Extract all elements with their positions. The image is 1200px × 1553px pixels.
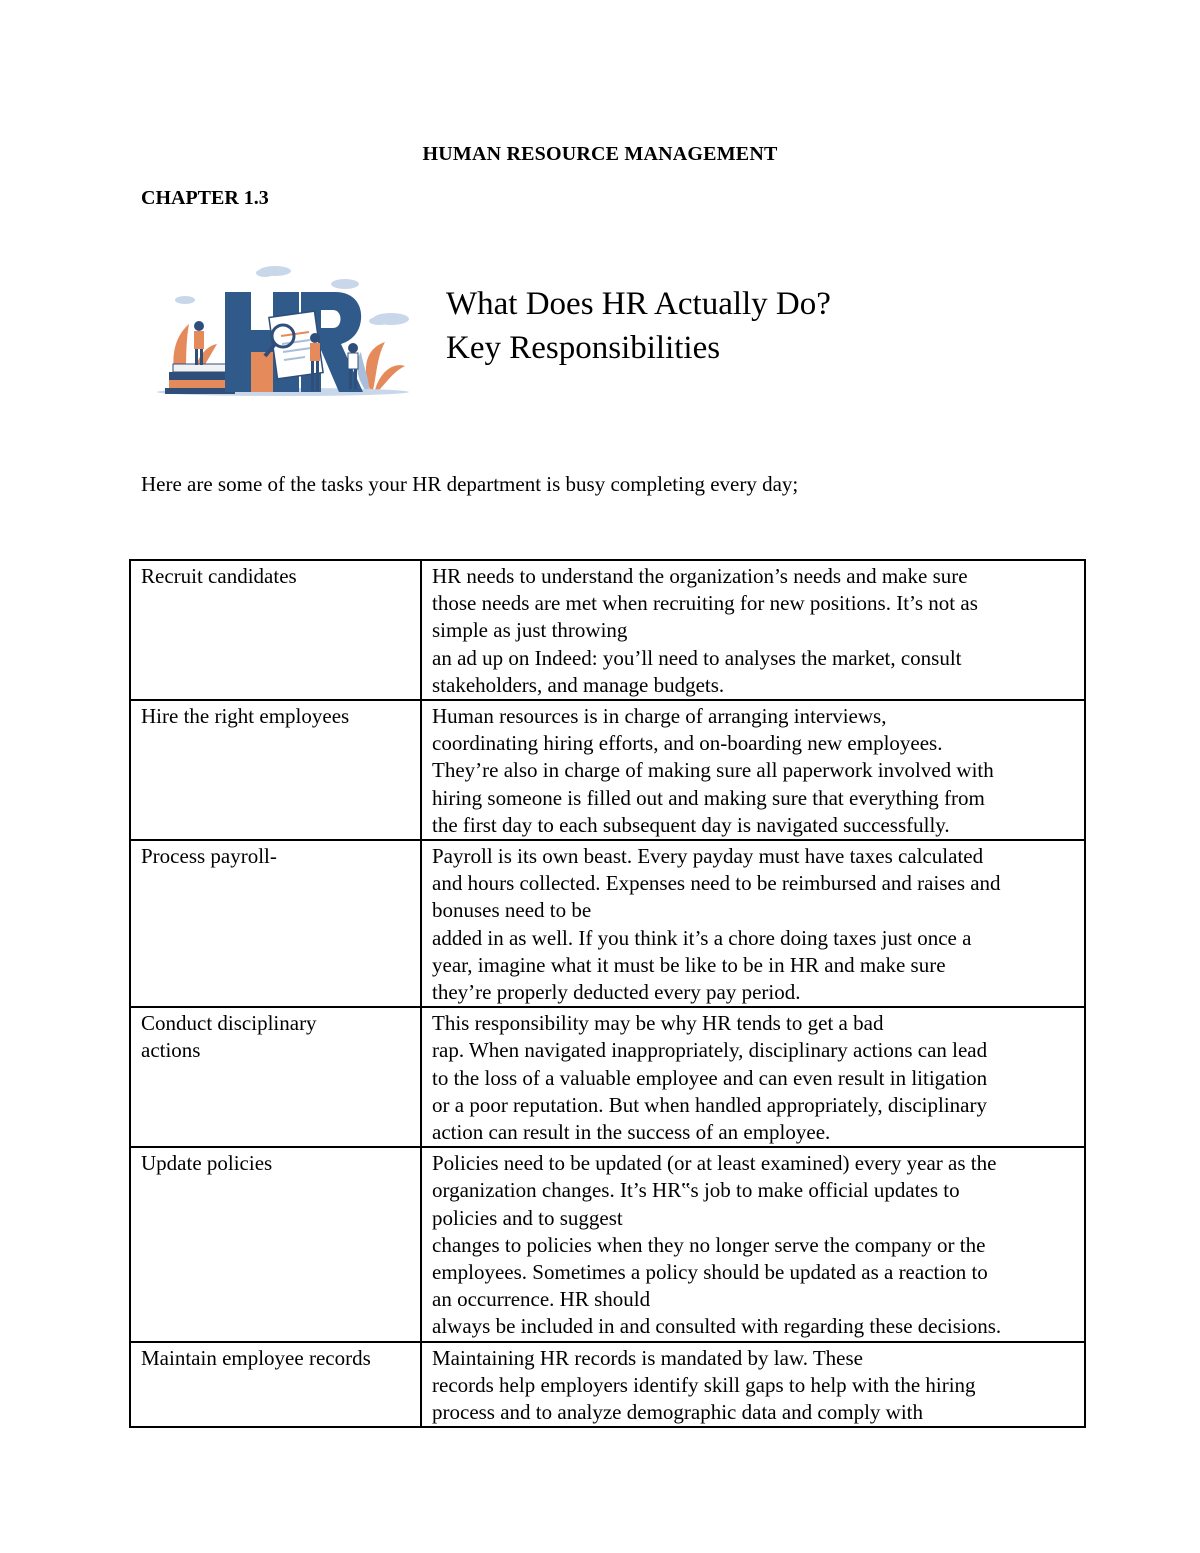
description-line: those needs are met when recruiting for new positions. It’s not as bbox=[432, 591, 978, 616]
table-row bbox=[130, 840, 1085, 1007]
description-line: changes to policies when they no longer serve the company or the bbox=[432, 1232, 986, 1257]
task-cell bbox=[130, 840, 421, 1007]
description-cell bbox=[421, 700, 1085, 840]
task-line: Recruit candidates bbox=[141, 564, 297, 588]
description-line: simple as just throwing bbox=[432, 618, 628, 643]
description-line: organization changes. It’s HR‟s job to make official updates to bbox=[432, 1178, 960, 1203]
document-title: HUMAN RESOURCE MANAGEMENT bbox=[422, 143, 778, 165]
description-line: the first day to each subsequent day is navigated successfully. bbox=[432, 812, 950, 837]
description-line: coordinating hiring efforts, and on-boarding new employees. bbox=[432, 731, 943, 756]
task-line: Process payroll- bbox=[141, 844, 277, 869]
description-line: HR needs to understand the organization’s needs and make sure bbox=[432, 564, 968, 588]
hero-heading bbox=[446, 282, 831, 370]
description-line: they’re properly deducted every pay period. bbox=[432, 980, 801, 1005]
description-cell bbox=[421, 840, 1085, 1007]
task-cell bbox=[130, 1147, 421, 1341]
task-line: Maintain employee records bbox=[141, 1345, 371, 1370]
description-line: added in as well. If you think it’s a chore doing taxes just once a bbox=[432, 925, 972, 950]
description-line: action can result in the success of an employee. bbox=[432, 1120, 831, 1145]
description-line: employees. Sometimes a policy should be updated as a reaction to bbox=[432, 1260, 988, 1285]
description-line: bonuses need to be bbox=[432, 898, 592, 923]
description-line: an occurrence. HR should bbox=[432, 1287, 651, 1312]
responsibilities-table bbox=[129, 559, 1086, 1428]
description-line: an ad up on Indeed: you’ll need to analyses the market, consult bbox=[432, 645, 962, 670]
task-line: Conduct disciplinary bbox=[141, 1011, 317, 1036]
description-line: stakeholders, and manage budgets. bbox=[432, 672, 725, 697]
description-line: rap. When navigated inappropriately, disciplinary actions can lead bbox=[432, 1038, 988, 1063]
table-row bbox=[130, 1342, 1085, 1428]
description-line: and hours collected. Expenses need to be reimbursed and raises and bbox=[432, 871, 1001, 896]
description-line: policies and to suggest bbox=[432, 1205, 623, 1230]
description-line: or a poor reputation. But when handled appropriately, disciplinary bbox=[432, 1092, 987, 1117]
description-line: Policies need to be updated (or at least examined) every year as the bbox=[432, 1151, 997, 1176]
description-line: hiring someone is filled out and making sure that everything from bbox=[432, 785, 985, 810]
table-row bbox=[130, 1147, 1085, 1341]
description-cell bbox=[421, 1342, 1085, 1428]
description-cell bbox=[421, 1147, 1085, 1341]
description-line: process and to analyze demographic data and comply with bbox=[432, 1400, 923, 1425]
description-line: Payroll is its own beast. Every payday must have taxes calculated bbox=[432, 844, 984, 869]
description-cell bbox=[421, 560, 1085, 700]
description-cell bbox=[421, 1007, 1085, 1147]
hr-people-illustration-icon bbox=[155, 262, 413, 398]
description-line: They’re also in charge of making sure all paperwork involved with bbox=[432, 758, 994, 783]
task-line: actions bbox=[141, 1038, 201, 1063]
task-cell bbox=[130, 1007, 421, 1147]
description-line: year, imagine what it must be like to be in HR and make sure bbox=[432, 952, 946, 977]
task-cell bbox=[130, 560, 421, 700]
table-row bbox=[130, 560, 1085, 700]
hero-heading-line: Key Responsibilities bbox=[446, 330, 721, 366]
hero-heading-line: What Does HR Actually Do? bbox=[446, 286, 831, 322]
description-line: to the loss of a valuable employee and can even result in litigation bbox=[432, 1065, 988, 1090]
task-cell bbox=[130, 1342, 421, 1428]
chapter-label: CHAPTER 1.3 bbox=[141, 187, 269, 209]
description-line: This responsibility may be why HR tends to get a bad bbox=[432, 1011, 884, 1036]
task-line: Update policies bbox=[141, 1151, 273, 1176]
task-cell bbox=[130, 700, 421, 840]
responsibilities-table-body bbox=[130, 560, 1085, 1427]
description-line: Maintaining HR records is mandated by law. These bbox=[432, 1345, 863, 1370]
table-row bbox=[130, 700, 1085, 840]
task-line: Hire the right employees bbox=[141, 704, 350, 729]
table-row bbox=[130, 1007, 1085, 1147]
intro-text: Here are some of the tasks your HR department is busy completing every day; bbox=[141, 472, 799, 496]
description-line: Human resources is in charge of arranging interviews, bbox=[432, 704, 887, 729]
description-line: records help employers identify skill gaps to help with the hiring bbox=[432, 1372, 976, 1397]
description-line: always be included in and consulted with regarding these decisions. bbox=[432, 1314, 1002, 1339]
